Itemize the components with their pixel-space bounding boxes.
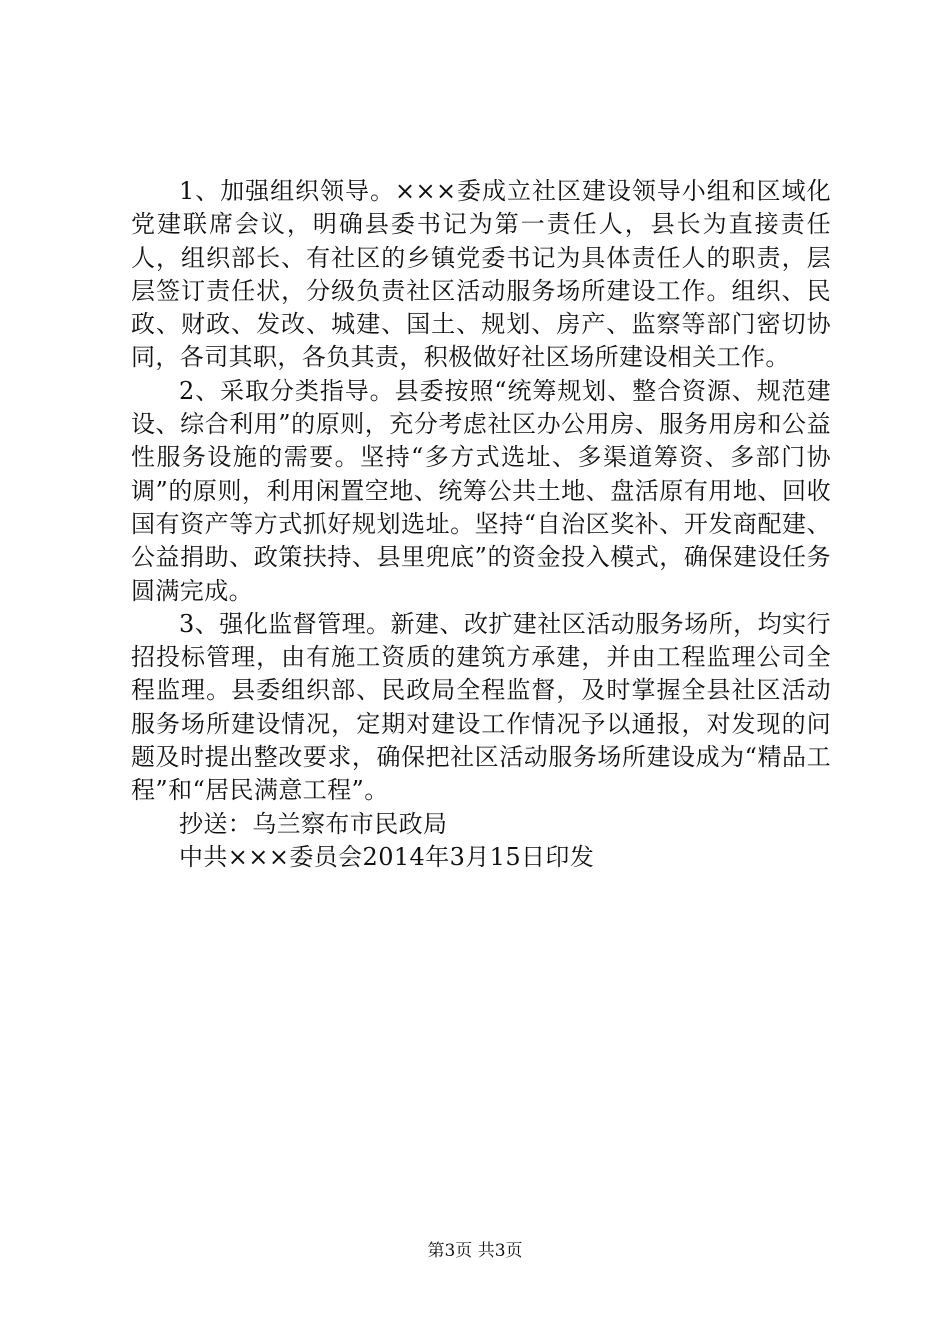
cc-line: 抄送：乌兰察布市民政局 xyxy=(179,809,448,838)
page-number-footer: 第3页 共3页 xyxy=(427,1241,523,1261)
paragraph-organization-leadership: 1、加强组织领导。×××委成立社区建设领导小组和区域化党建联席会议，明确县委书记为第一责任人，县长为直接责任人，组织部长、有社区的乡镇党委书记为具体责任人的职责，层层签订责任状，分级负责社区活动服务场所建设工作。组织、民政、财政、发改、城建、国土、规划、房产、监察等部门密切协同，各司其职，各负其责，积极做好社区场所建设相关工作。 xyxy=(131,177,831,372)
document-body xyxy=(131,175,831,874)
paragraph-classified-guidance: 2、采取分类指导。县委按照“统筹规划、整合资源、规范建设、综合利用”的原则，充分考虑社区办公用房、服务用房和公益性服务设施的需要。坚持“多方式选址、多渠道筹资、多部门协调”的原则，利用闲置空地、统筹公共土地、盘活原有用地、回收国有资产等方式抓好规划选址。坚持“自治区奖补、开发商配建、公益捐助、政策扶持、县里兜底”的资金投入模式，确保建设任务圆满完成。 xyxy=(131,376,831,605)
issuer-date-line: 中共×××委员会2014年3月15日印发 xyxy=(179,842,595,871)
paragraph-supervision-management: 3、强化监督管理。新建、改扩建社区活动服务场所，均实行招投标管理，由有施工资质的建筑方承建，并由工程监理公司全程监理。县委组织部、民政局全程监督，及时掌握全县社区活动服务场所建设情况，定期对建设工作情况予以通报，对发现的问题及时提出整改要求，确保把社区活动服务场所建设成为“精品工程”和“居民满意工程”。 xyxy=(131,609,831,805)
